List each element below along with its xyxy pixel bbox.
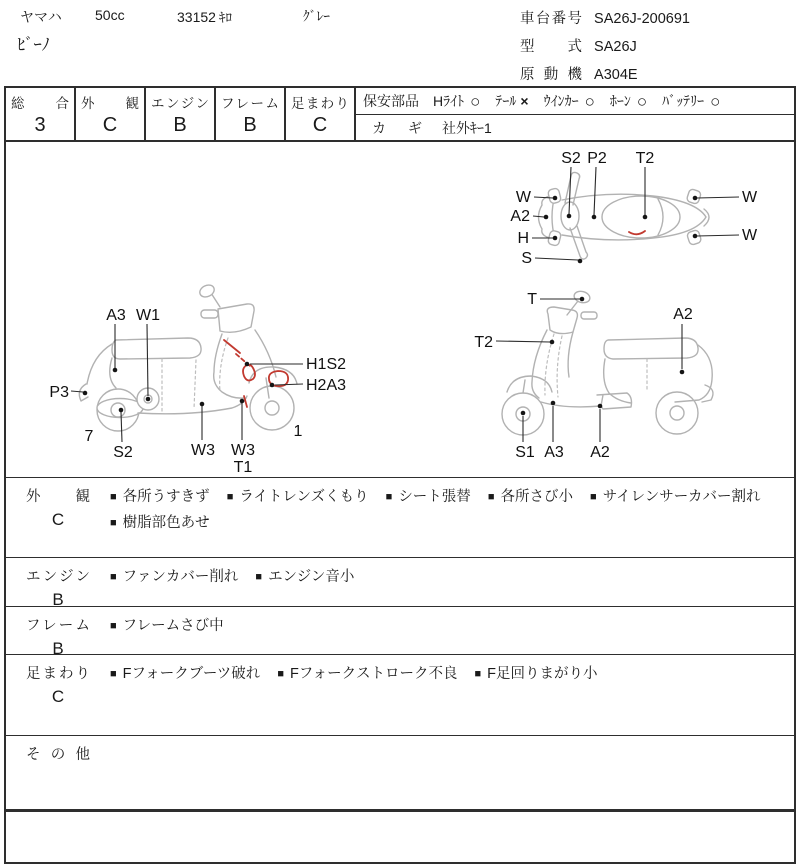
status-ok-icon: ○ [636, 91, 648, 111]
grade-label: フレーム [221, 96, 279, 111]
diagram-label: A2 [590, 444, 610, 461]
diagram-label: H2A3 [306, 377, 347, 394]
note-content [108, 655, 794, 735]
diagram-label: W [742, 227, 758, 244]
grade-label: 足まわり [291, 96, 349, 111]
status-ok-icon: ○ [584, 91, 595, 111]
diagram-label: T [527, 291, 537, 308]
bullet-icon: ■ [385, 491, 393, 503]
note-row-undercarriage [6, 655, 794, 736]
bullet-icon: ■ [110, 668, 117, 680]
note-text: サイレンサーカバー割れ [602, 489, 761, 505]
sheet-body [4, 86, 796, 864]
grade-cell-exterior [76, 88, 146, 140]
note-side [6, 655, 108, 735]
mileage [177, 7, 232, 26]
diagram-label: W [515, 189, 531, 206]
note-content [108, 736, 794, 809]
note-label: フレーム [26, 618, 90, 634]
note-row-exterior [6, 478, 794, 558]
note-text: 各所さび小 [500, 489, 573, 505]
safety-parts-row [356, 88, 794, 115]
note-item [110, 613, 224, 639]
safety-parts-title: 保安部品 [363, 93, 419, 109]
mileage-value: 33152 [177, 9, 216, 25]
spec-block [520, 5, 690, 89]
bullet-icon: ■ [474, 668, 482, 680]
note-content [108, 478, 794, 557]
grade-value: B [243, 114, 257, 136]
note-item [590, 484, 761, 510]
note-row-blank [6, 812, 794, 860]
spec-label: 型式 [520, 39, 582, 55]
grade-strip [6, 88, 794, 142]
note-text: Fフォークブーツ破れ [122, 666, 261, 682]
grade-label: 外観 [81, 96, 139, 111]
note-grade: B [52, 639, 64, 658]
diagram-label: A3 [544, 444, 564, 461]
note-text: フレームさび中 [122, 618, 224, 634]
note-text: F足回りまがり小 [487, 666, 598, 682]
note-side [6, 736, 108, 809]
note-text: 樹脂部色あせ [122, 515, 210, 531]
spec-label: 原動機 [520, 67, 582, 83]
safety-item-taillight [495, 91, 528, 111]
note-item [255, 564, 354, 590]
diagram-label: W3 [231, 442, 255, 459]
note-text: エンジン音小 [268, 569, 355, 585]
note-row-other [6, 736, 794, 812]
grade-label: 総合 [11, 96, 69, 111]
grade-label: エンジン [151, 96, 209, 111]
key-label: カギ [372, 119, 422, 136]
diagram-label: W1 [136, 307, 160, 324]
safety-parts-box [356, 88, 794, 140]
grade-cell-overall [6, 88, 76, 140]
safety-item-battery [662, 91, 720, 111]
spec-row-chassis-number [520, 5, 690, 33]
safety-item-label: ﾊﾞｯﾃﾘｰ [662, 93, 705, 109]
model-code: SA26J [594, 39, 637, 55]
bullet-icon: ■ [110, 571, 117, 583]
note-text: 各所うすきず [122, 489, 210, 505]
maker-name: ヤマハ [20, 9, 62, 25]
safety-item-headlight [433, 91, 480, 111]
note-text: シート張替 [398, 489, 471, 505]
diagram-label: S2 [561, 150, 581, 167]
status-ng-icon: × [520, 93, 529, 109]
diagram-labels [49, 307, 346, 476]
spec-row-engine-code [520, 61, 690, 89]
note-item [110, 661, 260, 687]
bullet-icon: ■ [487, 491, 495, 503]
scooter-outline [539, 172, 710, 259]
bullet-icon: ■ [110, 491, 117, 503]
diagram-label: S1 [515, 444, 535, 461]
grade-cell-frame [216, 88, 286, 140]
scooter-outline [79, 283, 297, 431]
spec-row-model-code [520, 33, 690, 61]
note-item [110, 510, 210, 536]
mileage-unit: ｷﾛ [218, 10, 232, 25]
key-value: 社外ｷｰ1 [442, 119, 492, 136]
note-side [6, 478, 108, 557]
chassis-number: SA26J-200691 [594, 11, 690, 27]
note-text: Fフォークストローク不良 [289, 666, 458, 682]
note-text: ライトレンズくもり [239, 489, 369, 505]
grade-value: 3 [34, 114, 46, 136]
damage-diagram-area [6, 142, 794, 478]
note-label: その他 [26, 747, 90, 763]
note-item [475, 661, 598, 687]
safety-item-horn [610, 91, 647, 111]
note-side [6, 558, 108, 609]
note-item [110, 564, 238, 590]
bullet-icon: ■ [277, 668, 284, 680]
safety-item-label: ｳｲﾝｶｰ [543, 93, 579, 109]
note-text: ファンカバー削れ [122, 569, 239, 585]
bullet-icon: ■ [255, 571, 263, 583]
note-grade: B [52, 590, 64, 609]
grade-value: C [102, 114, 118, 136]
spec-label: 車台番号 [520, 11, 582, 27]
note-label: 外観 [26, 489, 90, 505]
note-label: エンジン [26, 569, 90, 585]
scooter-left-view-diagram [50, 280, 380, 475]
diagram-label: S [521, 250, 532, 267]
scooter-top-view-diagram [478, 145, 788, 295]
diagram-label: T2 [635, 150, 655, 167]
note-grade: C [51, 510, 65, 529]
grade-cell-engine [146, 88, 216, 140]
bullet-icon: ■ [110, 517, 117, 529]
diagram-label: T1 [233, 459, 253, 476]
grade-value: C [312, 114, 328, 136]
safety-item-label: ﾎｰﾝ [609, 93, 631, 109]
diagram-label: W3 [191, 442, 215, 459]
diagram-label: A2 [510, 208, 530, 225]
diagram-label: W [742, 189, 758, 206]
note-content [108, 607, 794, 654]
diagram-label: H1S2 [306, 356, 347, 373]
leader-lines [71, 324, 303, 442]
diagram-label: H [517, 230, 529, 247]
engine-code: A304E [594, 67, 638, 83]
diagram-label: P2 [587, 150, 607, 167]
note-item [488, 484, 573, 510]
status-ok-icon: ○ [470, 91, 481, 111]
grade-cell-undercarriage [286, 88, 356, 140]
note-item [227, 484, 369, 510]
safety-item-label: ﾃｰﾙ [495, 93, 517, 109]
diagram-label: S2 [113, 444, 133, 461]
bullet-icon: ■ [590, 491, 597, 503]
note-item [110, 484, 210, 510]
displacement: 50cc [95, 7, 125, 23]
note-item [386, 484, 471, 510]
safety-item-label: Hﾗｲﾄ [433, 93, 465, 109]
body-color: ｸﾞﾚｰ [303, 9, 330, 24]
diagram-label: A3 [106, 307, 126, 324]
scooter-right-view-diagram [455, 285, 795, 465]
diagram-label: P3 [49, 384, 69, 401]
note-content [108, 558, 794, 606]
note-item [277, 661, 457, 687]
note-grade: C [51, 687, 65, 706]
note-row-engine [6, 558, 794, 607]
note-side [6, 607, 108, 658]
key-row [356, 115, 794, 140]
diagram-label: 7 [84, 428, 94, 445]
model-name: ﾋﾞｰﾉ [17, 36, 50, 54]
status-ok-icon: ○ [710, 91, 721, 111]
diagram-label: A2 [673, 306, 693, 323]
bullet-icon: ■ [226, 491, 234, 503]
diagram-label: 1 [293, 423, 303, 440]
safety-item-winker [544, 91, 595, 111]
note-label: 足まわり [26, 666, 90, 682]
note-row-frame [6, 607, 794, 658]
bullet-icon: ■ [110, 620, 117, 632]
grade-value: B [173, 114, 187, 136]
diagram-label: T2 [474, 334, 493, 351]
